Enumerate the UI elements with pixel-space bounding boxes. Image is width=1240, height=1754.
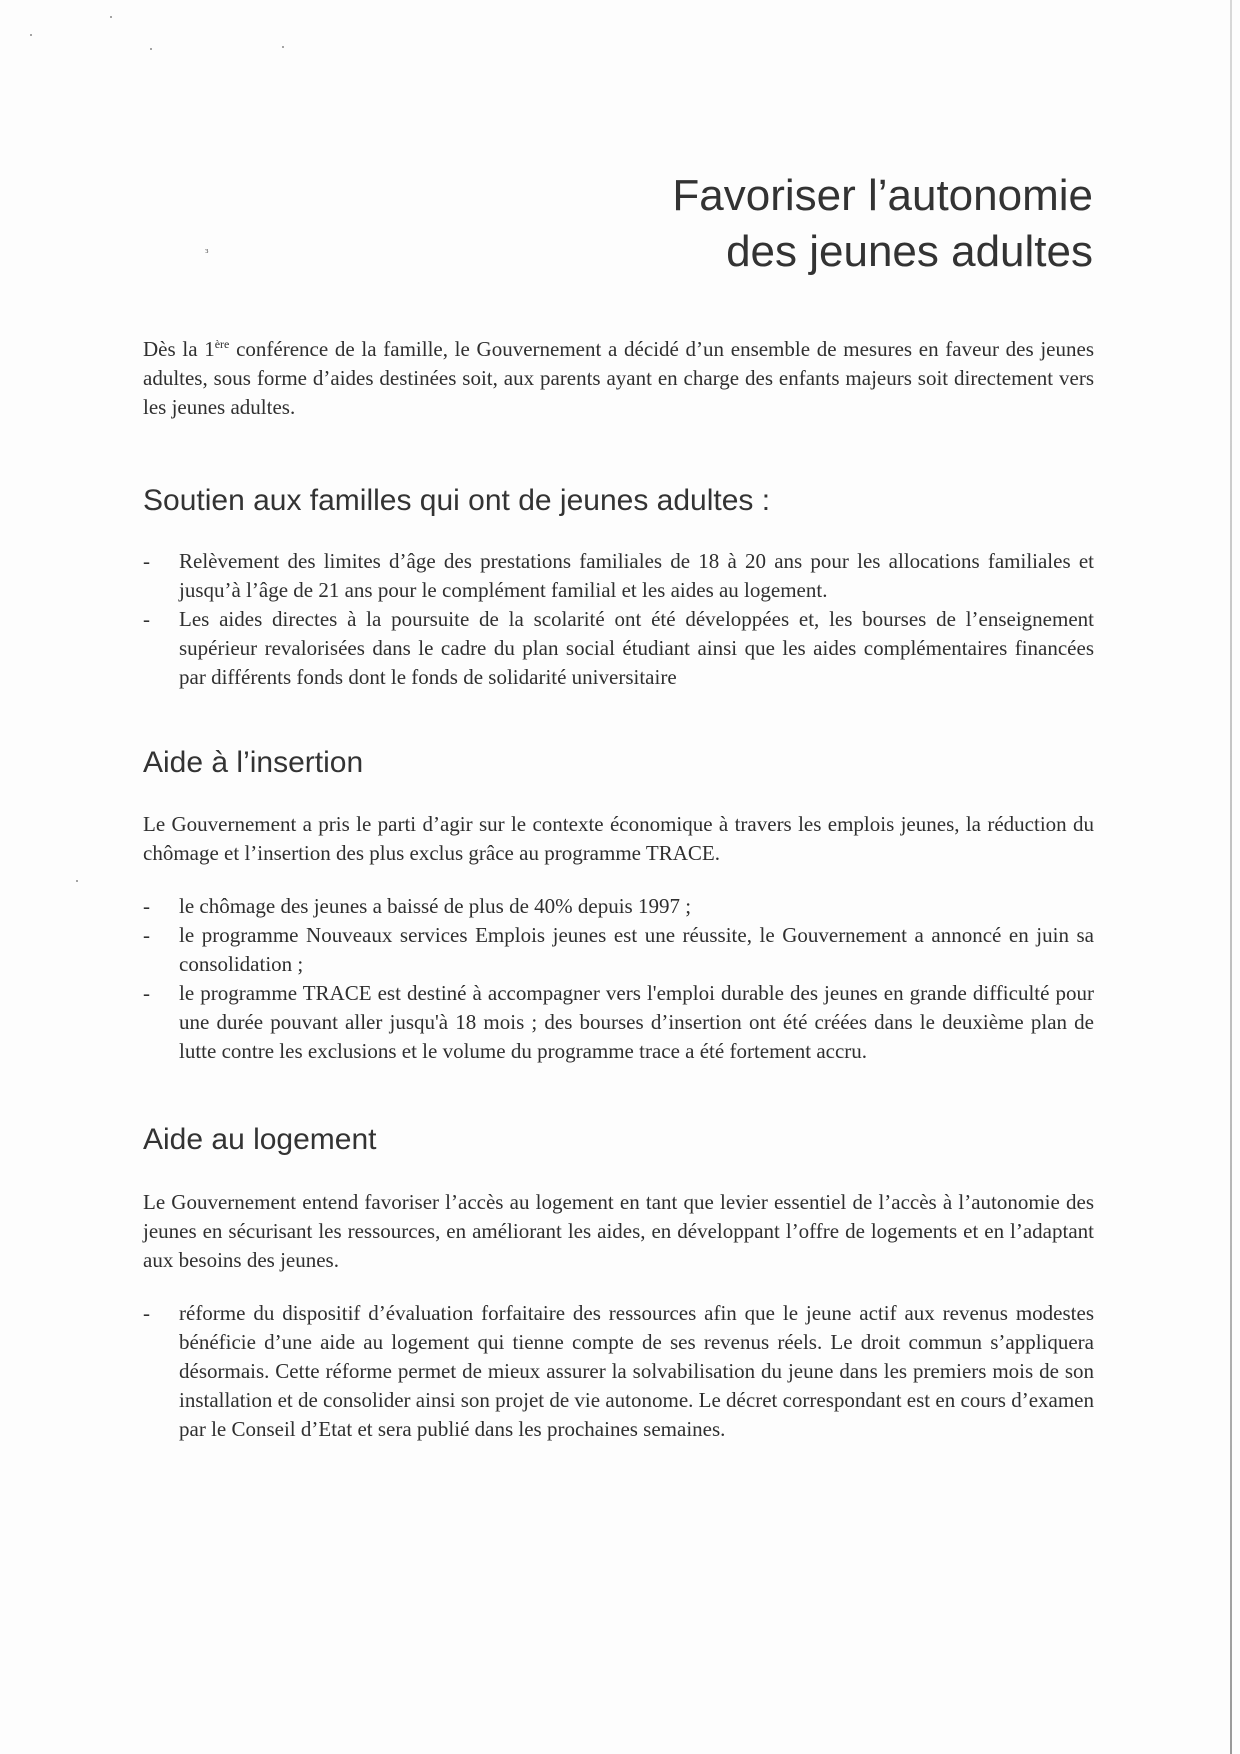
scan-speck bbox=[150, 48, 152, 50]
intro-paragraph bbox=[143, 335, 1094, 422]
intro-text-rest: conférence de la famille, le Gouvernement a décidé d’un ensemble de mesures en faveur des jeunes adultes, sous forme d’aides destinées soit, aux parents ayant en charge des enfants majeurs soit directement vers les jeunes adultes. bbox=[143, 337, 1094, 419]
page-edge-shadow bbox=[1230, 0, 1232, 1754]
list-item bbox=[143, 605, 1094, 692]
scan-speck bbox=[282, 46, 284, 48]
list-item-text: Les aides directes à la poursuite de la scolarité ont été développées et, les bourses de l’enseignement supérieur revalorisées dans le cadre du plan social étudiant ainsi que les aides complémentaires financées par différents fonds dont le fonds de solidarité universitaire bbox=[179, 607, 1094, 689]
list-item bbox=[143, 892, 1094, 921]
document-title bbox=[393, 168, 1093, 280]
insertion-paragraph: Le Gouvernement a pris le parti d’agir sur le contexte économique à travers les emplois jeunes, la réduction du chômage et l’insertion des plus exclus grâce au programme TRACE. bbox=[143, 812, 1094, 865]
bullet-dash: - bbox=[143, 607, 150, 631]
bullet-dash: - bbox=[143, 549, 150, 573]
scan-speck bbox=[30, 34, 32, 36]
intro-superscript: ère bbox=[214, 337, 230, 351]
stray-mark: ᶟ bbox=[205, 246, 209, 261]
list-item-text: Relèvement des limites d’âge des prestations familiales de 18 à 20 ans pour les allocations familiales et jusqu’à l’âge de 21 ans pour le complément familial et les aides au logement. bbox=[179, 549, 1094, 602]
bullet-dash: - bbox=[143, 1301, 150, 1325]
section-heading-insertion: Aide à l’insertion bbox=[143, 746, 364, 779]
list-item-text: le programme Nouveaux services Emplois jeunes est une réussite, le Gouvernement a annoncé en juin sa consolidation ; bbox=[179, 923, 1094, 976]
scan-speck bbox=[76, 880, 78, 882]
document-body bbox=[143, 335, 1094, 1444]
list-item bbox=[143, 547, 1094, 605]
bullet-dash: - bbox=[143, 894, 150, 918]
logement-list bbox=[143, 1299, 1094, 1444]
section-heading-logement: Aide au logement bbox=[143, 1123, 377, 1156]
scan-speck bbox=[110, 16, 112, 18]
section-heading-soutien: Soutien aux familles qui ont de jeunes adultes : bbox=[143, 484, 771, 517]
soutien-list bbox=[143, 547, 1094, 692]
list-item bbox=[143, 921, 1094, 979]
logement-paragraph: Le Gouvernement entend favoriser l’accès au logement en tant que levier essentiel de l’accès à l’autonomie des jeunes en sécurisant les ressources, en améliorant les aides, en développant l’offre de logements et en l’adaptant aux besoins des jeunes. bbox=[143, 1190, 1094, 1272]
list-item bbox=[143, 979, 1094, 1066]
list-item-text: le programme TRACE est destiné à accompagner vers l'emploi durable des jeunes en grande difficulté pour une durée pouvant aller jusqu'à 18 mois ; des bourses d’insertion ont été créées dans le deuxième plan de lutte contre les exclusions et le volume du programme trace a été fortement accru. bbox=[179, 981, 1094, 1063]
title-line-2: des jeunes adultes bbox=[726, 227, 1093, 276]
list-item-text: le chômage des jeunes a baissé de plus de 40% depuis 1997 ; bbox=[179, 894, 692, 918]
insertion-list bbox=[143, 892, 1094, 1066]
intro-text-start: Dès la 1 bbox=[143, 337, 215, 361]
list-item-text: réforme du dispositif d’évaluation forfaitaire des ressources afin que le jeune actif aux revenus modestes bénéficie d’une aide au logement qui tienne compte de ses revenus réels. Le droit commun s’appliquera désormais. Cette réforme permet de mieux assurer la solvabilisation du jeune dans les premiers mois de son installation et de consolider ainsi son projet de vie autonome. Le décret correspondant est en cours d’examen par le Conseil d’Etat et sera publié dans les prochaines semaines. bbox=[179, 1301, 1094, 1441]
bullet-dash: - bbox=[143, 923, 150, 947]
title-line-1: Favoriser l’autonomie bbox=[672, 171, 1093, 220]
bullet-dash: - bbox=[143, 981, 150, 1005]
list-item bbox=[143, 1299, 1094, 1444]
